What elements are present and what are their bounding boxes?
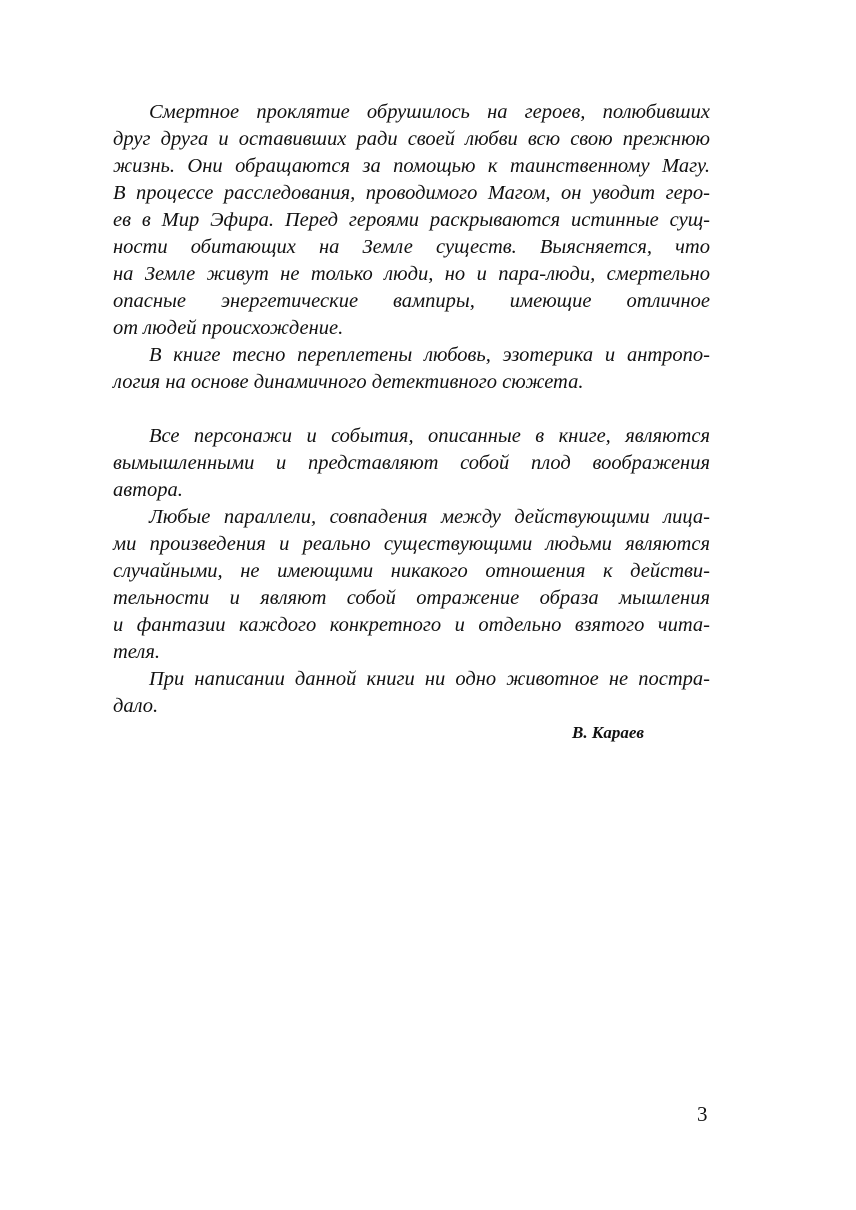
text-line: В книге тесно переплетены любовь, эзотерика и антропо-	[149, 344, 710, 366]
text-line: опасные энергетические вампиры, имеющие отличное	[113, 290, 710, 312]
text-line: теля.	[113, 641, 160, 663]
text-line: ности обитающих на Земле существ. Выясняется, что	[113, 236, 710, 258]
paragraph-disclaimer-animals	[113, 666, 710, 720]
text-line: жизнь. Они обращаются за помощью к таинственному Магу.	[113, 155, 710, 177]
text-line: на Земле живут не только люди, но и пара-люди, смертельно	[113, 263, 710, 285]
text-line: логия на основе динамичного детективного сюжета.	[113, 371, 584, 393]
author-signature: В. Караев	[572, 723, 645, 742]
paragraph-disclaimer-fiction	[113, 423, 710, 504]
text-line: Любые параллели, совпадения между действующими лица-	[149, 506, 710, 528]
body-text	[113, 99, 710, 720]
paragraph-genre	[113, 342, 710, 396]
paragraph-synopsis	[113, 99, 710, 342]
text-line: от людей происхождение.	[113, 317, 344, 339]
text-line: ев в Мир Эфира. Перед героями раскрываются истинные сущ-	[113, 209, 710, 231]
text-line: тельности и являют собой отражение образа мышления	[113, 587, 710, 609]
text-line: Смертное проклятие обрушилось на героев, полюбивших	[149, 101, 710, 123]
page-number: 3	[697, 1102, 708, 1126]
text-line: и фантазии каждого конкретного и отдельно взятого чита-	[113, 614, 710, 636]
text-line: дало.	[113, 695, 159, 717]
text-line: ми произведения и реально существующими людьми являются	[113, 533, 710, 555]
paragraph-spacer	[113, 396, 710, 423]
text-line: автора.	[113, 479, 183, 501]
text-line: Все персонажи и события, описанные в книге, являются	[149, 425, 710, 447]
text-line: В процессе расследования, проводимого Магом, он уводит геро-	[113, 182, 710, 204]
text-line: случайными, не имеющими никакого отношения к действи-	[113, 560, 710, 582]
paragraph-disclaimer-coincidence	[113, 504, 710, 666]
text-line: друг друга и оставивших ради своей любви всю свою прежнюю	[113, 128, 710, 150]
text-line: При написании данной книги ни одно животное не постра-	[149, 668, 710, 690]
text-line: вымышленными и представляют собой плод воображения	[113, 452, 710, 474]
